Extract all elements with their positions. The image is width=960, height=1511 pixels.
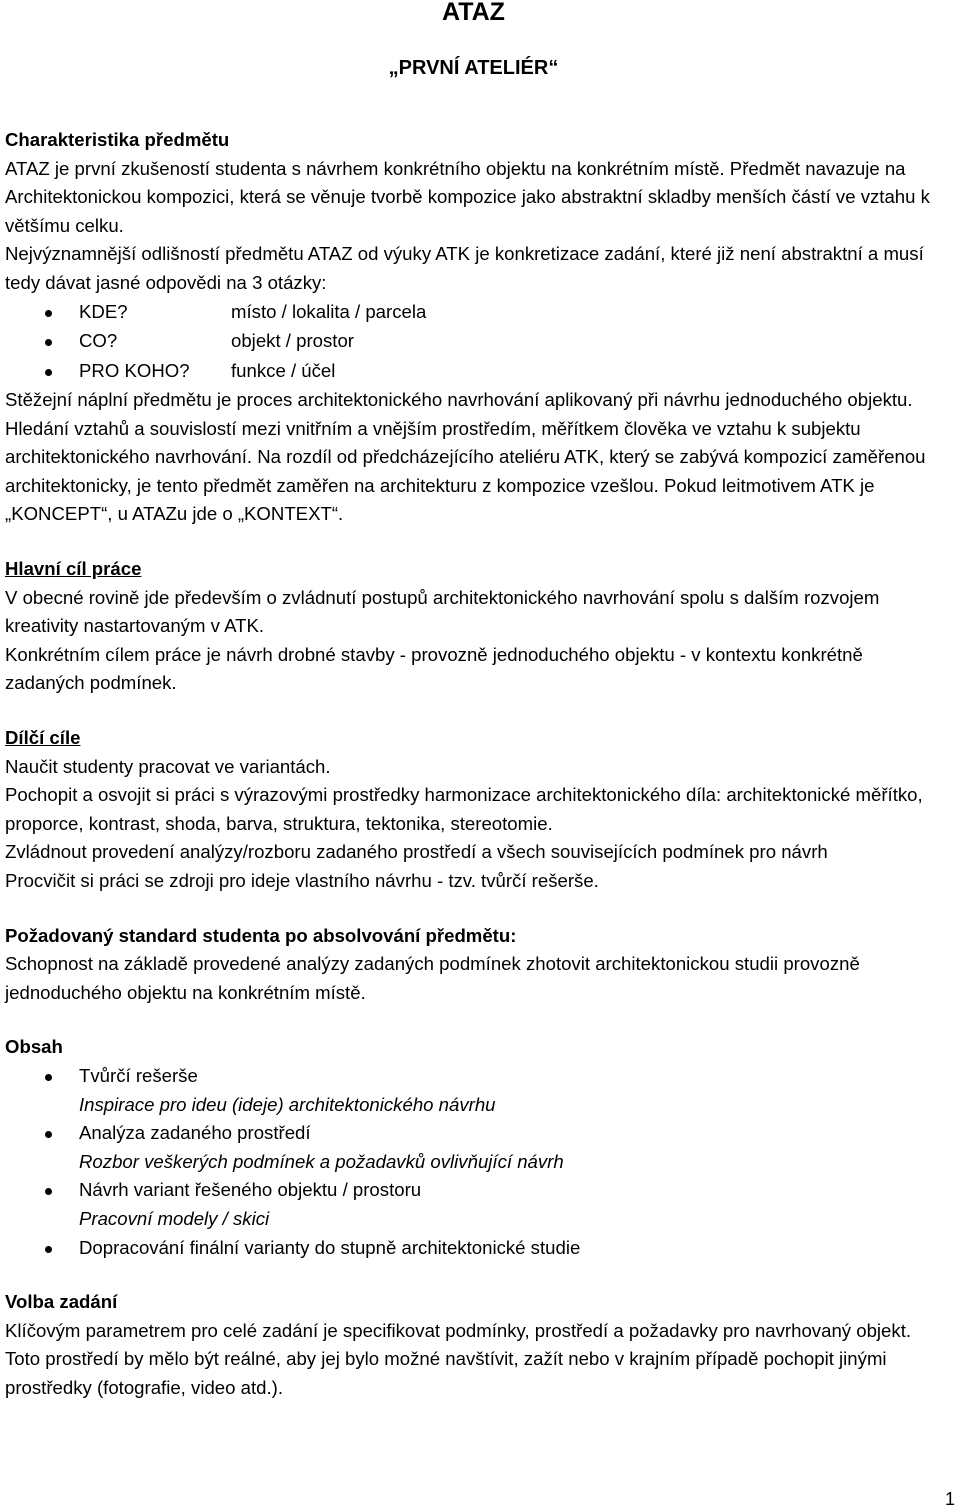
sub-goal-line-4: Procvičit si práci se zdroji pro ideje vlastního návrhu - tzv. tvůrčí rešerše. <box>5 869 599 891</box>
question-value: místo / lokalita / parcela <box>231 300 427 322</box>
section-assignment <box>5 1288 942 1402</box>
spacer <box>5 529 942 555</box>
sub-goal-line-2: Pochopit a osvojit si práci s výrazovými prostředky harmonizace architektonického díla: architektonické měřítko, proporce, kontrast, shoda, barva, struktura, tektonika, stereotomie. <box>5 784 923 834</box>
contents-item-label: Dopracování finální varianty do stupně architektonické studie <box>79 1236 581 1258</box>
sub-goal-line-3: Zvládnout provedení analýzy/rozboru zadaného prostředí a všech souvisejících podmínek pro návrh <box>5 841 828 863</box>
document-subtitle: „PRVNÍ ATELIÉR“ <box>388 57 559 79</box>
characteristics-paragraph-1: ATAZ je první zkušeností studenta s návrhem konkrétního objektu na konkrétním místě. Předmět navazuje na Architektonickou kompozici, která se věnuje tvorbě kompozice jako abstraktní skladby menších částí ve vztahu k většímu celku. <box>5 157 930 236</box>
section-main-goal <box>5 555 942 698</box>
contents-item <box>5 1176 942 1233</box>
section-heading-main-goal: Hlavní cíl práce <box>5 558 142 580</box>
question-item <box>5 327 942 357</box>
question-key: CO? <box>79 330 118 352</box>
spacer <box>5 1262 942 1288</box>
standard-paragraph: Schopnost na základě provedené analýzy zadaných podmínek zhotovit architektonickou studii provozně jednoduchého objektu na konkrétním místě. <box>5 953 860 1003</box>
contents-item <box>5 1234 942 1263</box>
characteristics-paragraph-3: Stěžejní náplní předmětu je proces architektonického navrhování aplikovaný při návrhu jednoduchého objektu. Hledání vztahů a souvislostí mezi vnitřním a vnějším prostředím, měřítkem člověka ve vztahu k subjektu architektonického navrhování. Na rozdíl od předcházejícího ateliéru ATK, který se zabývá kompozicí zaměřenou architektonicky, je tento předmět zaměřen na architekturu z kompozice vzešlou. Pokud leitmotivem ATK je „KONCEPT“, u ATAZu jde o „KONTEXT“. <box>5 389 926 525</box>
main-goal-paragraph-2: Konkrétním cílem práce je návrh drobné stavby - provozně jednoduchého objektu - v kontextu konkrétně zadaných podmínek. <box>5 643 863 694</box>
document-title: ATAZ <box>442 0 505 26</box>
contents-item-label: Návrh variant řešeného objektu / prostoru <box>79 1179 422 1201</box>
section-standard <box>5 922 942 1008</box>
contents-item-label: Tvůrčí rešerše <box>79 1064 198 1086</box>
spacer <box>5 82 942 126</box>
section-contents <box>5 1033 942 1262</box>
sub-goal-line-1: Naučit studenty pracovat ve variantách. <box>5 755 331 777</box>
question-value: objekt / prostor <box>231 330 354 352</box>
spacer <box>5 896 942 922</box>
contents-item-note: Rozbor veškerých podmínek a požadavků ovlivňující návrh <box>79 1150 564 1172</box>
section-heading-assignment: Volba zadání <box>5 1291 118 1313</box>
section-heading-contents: Obsah <box>5 1036 63 1058</box>
spacer <box>5 1007 942 1033</box>
assignment-paragraph: Klíčovým parametrem pro celé zadání je specifikovat podmínky, prostředí a požadavky pro navrhovaný objekt. Toto prostředí by mělo být reálné, aby jej bylo možné navštívit, zažít nebo v krajním případě pochopit jinými prostředky (fotografie, video atd.). <box>5 1319 912 1398</box>
spacer <box>5 698 942 724</box>
question-key: PRO KOHO? <box>79 359 190 381</box>
contents-item-label: Analýza zadaného prostředí <box>79 1122 311 1144</box>
contents-list <box>5 1062 942 1262</box>
contents-item <box>5 1119 942 1176</box>
section-characteristics <box>5 126 942 529</box>
question-item <box>5 357 942 387</box>
section-heading-sub-goals: Dílčí cíle <box>5 727 81 748</box>
contents-item <box>5 1062 942 1119</box>
main-goal-paragraph-1: V obecné rovině jde především o zvládnutí postupů architektonického navrhování spolu s dalším rozvojem kreativity nastartovaným v ATK. <box>5 586 880 637</box>
question-key: KDE? <box>79 300 128 322</box>
section-heading-standard: Požadovaný standard studenta po absolvování předmětu: <box>5 924 517 946</box>
contents-item-note: Pracovní modely / skici <box>79 1207 270 1229</box>
question-item <box>5 298 942 328</box>
page-number: 1 <box>944 1489 955 1509</box>
question-value: funkce / účel <box>231 359 336 381</box>
contents-item-note: Inspirace pro ideu (ideje) architektonického návrhu <box>79 1093 496 1115</box>
section-sub-goals <box>5 724 942 896</box>
section-heading-characteristics: Charakteristika předmětu <box>5 129 230 150</box>
questions-list <box>5 298 942 387</box>
characteristics-paragraph-2: Nejvýznamnější odlišností předmětu ATAZ od výuky ATK je konkretizace zadání, které již není abstraktní a musí tedy dávat jasné odpovědi na 3 otázky: <box>5 243 924 293</box>
